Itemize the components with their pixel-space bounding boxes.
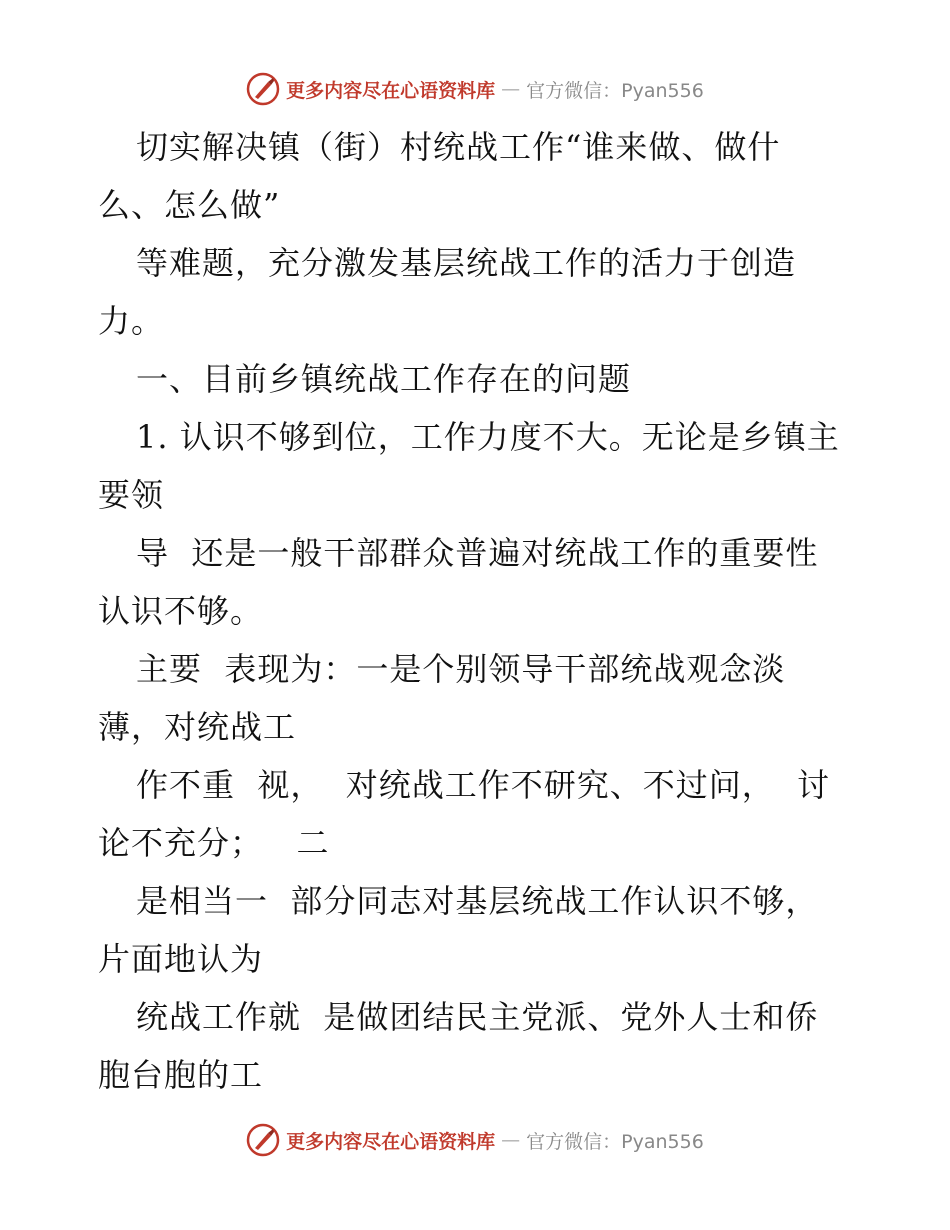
body-line: 作不重 视， 对统战工作不研究、不过问， 讨	[136, 766, 831, 804]
watermark-wechat-text: 官方微信：Pyan556	[526, 1130, 704, 1153]
body-line: 片面地认为	[98, 940, 264, 978]
body-line: 导 还是一般干部群众普遍对统战工作的重要性	[136, 534, 819, 572]
body-line: 认识不够。	[98, 592, 264, 630]
body-line: 1. 认识不够到位，工作力度不大。无论是乡镇主	[136, 418, 840, 456]
body-line: 薄，对统战工	[98, 708, 297, 746]
body-line: 切实解决镇（街）村统战工作“谁来做、做什	[136, 128, 781, 166]
body-line: 么、怎么做”	[98, 186, 281, 224]
watermark-footer	[0, 1123, 950, 1157]
body-line: 力。	[98, 302, 165, 340]
quill-pen-icon	[246, 72, 280, 106]
body-line: 等难题，充分激发基层统战工作的活力于创造	[136, 244, 797, 282]
watermark-header	[0, 72, 950, 106]
body-line: 统战工作就 是做团结民主党派、党外人士和侨	[136, 998, 819, 1036]
watermark-dash: —	[501, 78, 521, 100]
quill-pen-icon	[246, 1123, 280, 1157]
watermark-lead-text: 更多内容尽在心语资料库	[286, 79, 496, 102]
watermark-wechat-text: 官方微信：Pyan556	[526, 79, 704, 102]
body-line: 胞台胞的工	[98, 1056, 264, 1094]
watermark-dash: —	[501, 1129, 521, 1151]
watermark-lead-text: 更多内容尽在心语资料库	[286, 1130, 496, 1153]
body-line: 论不充分； 二	[98, 824, 330, 862]
section-heading: 一、目前乡镇统战工作存在的问题	[136, 360, 632, 398]
body-line: 要领	[98, 476, 165, 514]
body-line: 主要 表现为：一是个别领导干部统战观念淡	[136, 650, 786, 688]
body-line: 是相当一 部分同志对基层统战工作认识不够，	[136, 882, 819, 920]
